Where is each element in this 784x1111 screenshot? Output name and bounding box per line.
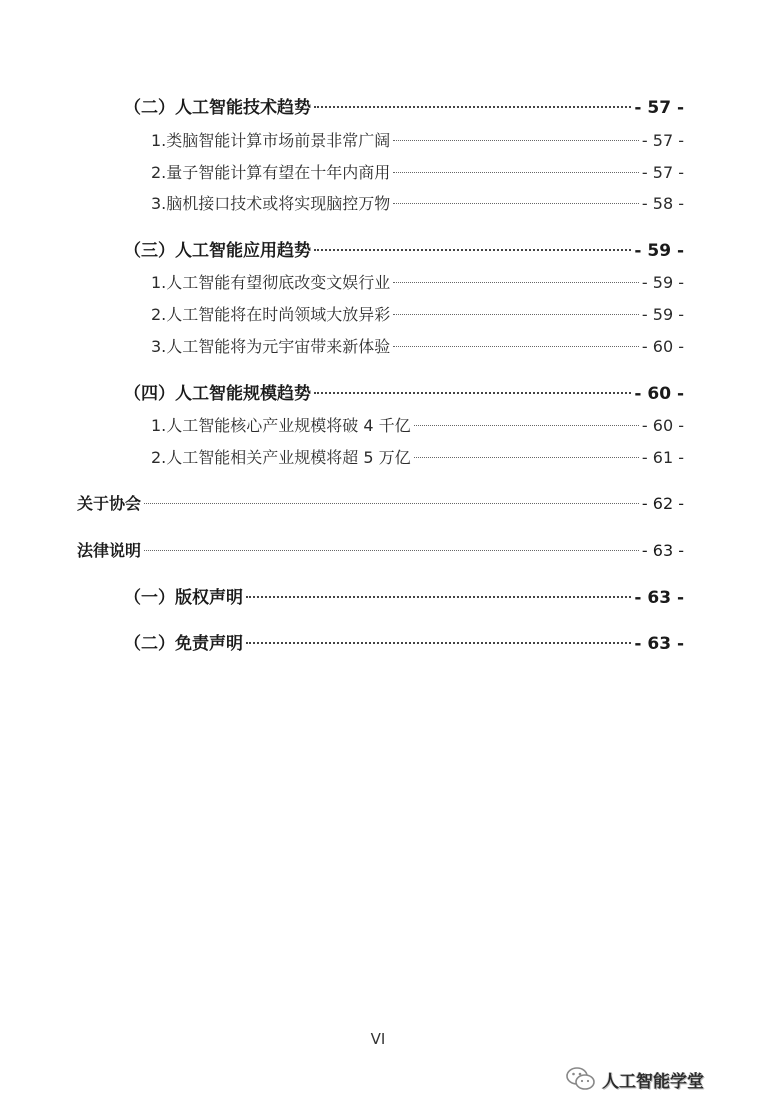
toc-entry-page: - 57 - bbox=[641, 163, 684, 182]
toc-entry[interactable] bbox=[151, 413, 684, 439]
toc-entry-title: 1.类脑智能计算市场前景非常广阔 bbox=[151, 131, 391, 150]
toc-entry[interactable] bbox=[151, 445, 684, 471]
toc-entry[interactable] bbox=[124, 585, 684, 611]
toc-entry-page: - 57 - bbox=[641, 131, 684, 150]
toc-entry-title: （二）人工智能技术趋势 bbox=[124, 98, 311, 118]
toc-entry[interactable] bbox=[77, 538, 684, 564]
page-number: VI bbox=[370, 1030, 386, 1048]
toc-entry-page: - 59 - bbox=[641, 305, 684, 324]
dot-leader bbox=[414, 457, 639, 458]
wechat-logo-icon bbox=[566, 1066, 596, 1092]
toc-entry-page: - 59 - bbox=[641, 273, 684, 292]
dot-leader bbox=[393, 140, 639, 141]
toc-entry[interactable] bbox=[151, 128, 684, 154]
toc-entry[interactable] bbox=[151, 302, 684, 328]
toc-entry-title: （二）免责声明 bbox=[124, 634, 243, 654]
toc-entry-page: - 60 - bbox=[641, 337, 684, 356]
toc-entry-page: - 60 - bbox=[641, 416, 684, 435]
toc-entry-title: 2.人工智能将在时尚领域大放异彩 bbox=[151, 305, 391, 324]
dot-leader bbox=[414, 425, 639, 426]
toc-entry-page: - 63 - bbox=[634, 588, 684, 608]
dot-leader bbox=[144, 503, 639, 504]
toc-entry-title: 2.量子智能计算有望在十年内商用 bbox=[151, 163, 391, 182]
toc-entry-page: - 63 - bbox=[641, 541, 684, 560]
dot-leader bbox=[393, 172, 639, 173]
toc-entry-title: （一）版权声明 bbox=[124, 588, 243, 608]
toc-entry-page: - 58 - bbox=[641, 194, 684, 213]
toc-entry[interactable] bbox=[124, 381, 684, 407]
toc-entry-title: 1.人工智能有望彻底改变文娱行业 bbox=[151, 273, 391, 292]
dot-leader bbox=[393, 346, 639, 347]
toc-entry-title: 2.人工智能相关产业规模将超 5 万亿 bbox=[151, 448, 411, 467]
toc-entry[interactable] bbox=[151, 160, 684, 186]
dot-leader bbox=[393, 314, 639, 315]
toc-entry[interactable] bbox=[151, 334, 684, 360]
dot-leader bbox=[393, 282, 639, 283]
toc-entry-page: - 57 - bbox=[634, 98, 684, 118]
toc-entry-page: - 59 - bbox=[634, 241, 684, 261]
toc-entry-page: - 63 - bbox=[634, 634, 684, 654]
toc-entry[interactable] bbox=[151, 191, 684, 217]
toc-entry-title: 1.人工智能核心产业规模将破 4 千亿 bbox=[151, 416, 411, 435]
dot-leader bbox=[314, 249, 631, 251]
dot-leader bbox=[144, 550, 639, 551]
toc-entry-title: （四）人工智能规模趋势 bbox=[124, 384, 311, 404]
toc-entry-title: （三）人工智能应用趋势 bbox=[124, 241, 311, 261]
toc-entry-title: 法律说明 bbox=[77, 541, 142, 560]
dot-leader bbox=[393, 203, 639, 204]
toc-entry-title: 3.人工智能将为元宇宙带来新体验 bbox=[151, 337, 391, 356]
dot-leader bbox=[314, 392, 631, 394]
toc-entry[interactable] bbox=[124, 631, 684, 657]
toc-entry-page: - 61 - bbox=[641, 448, 684, 467]
watermark-text: 人工智能学堂 bbox=[602, 1071, 704, 1092]
toc-entry[interactable] bbox=[124, 238, 684, 264]
toc-entry-title: 3.脑机接口技术或将实现脑控万物 bbox=[151, 194, 391, 213]
toc-entry-page: - 60 - bbox=[634, 384, 684, 404]
toc-entry[interactable] bbox=[151, 270, 684, 296]
toc-entry-page: - 62 - bbox=[641, 494, 684, 513]
dot-leader bbox=[246, 596, 631, 598]
watermark bbox=[566, 1062, 766, 1096]
dot-leader bbox=[246, 642, 631, 644]
toc-entry[interactable] bbox=[77, 491, 684, 517]
dot-leader bbox=[314, 106, 631, 108]
toc-entry-title: 关于协会 bbox=[77, 494, 142, 513]
toc-entry[interactable] bbox=[124, 95, 684, 121]
